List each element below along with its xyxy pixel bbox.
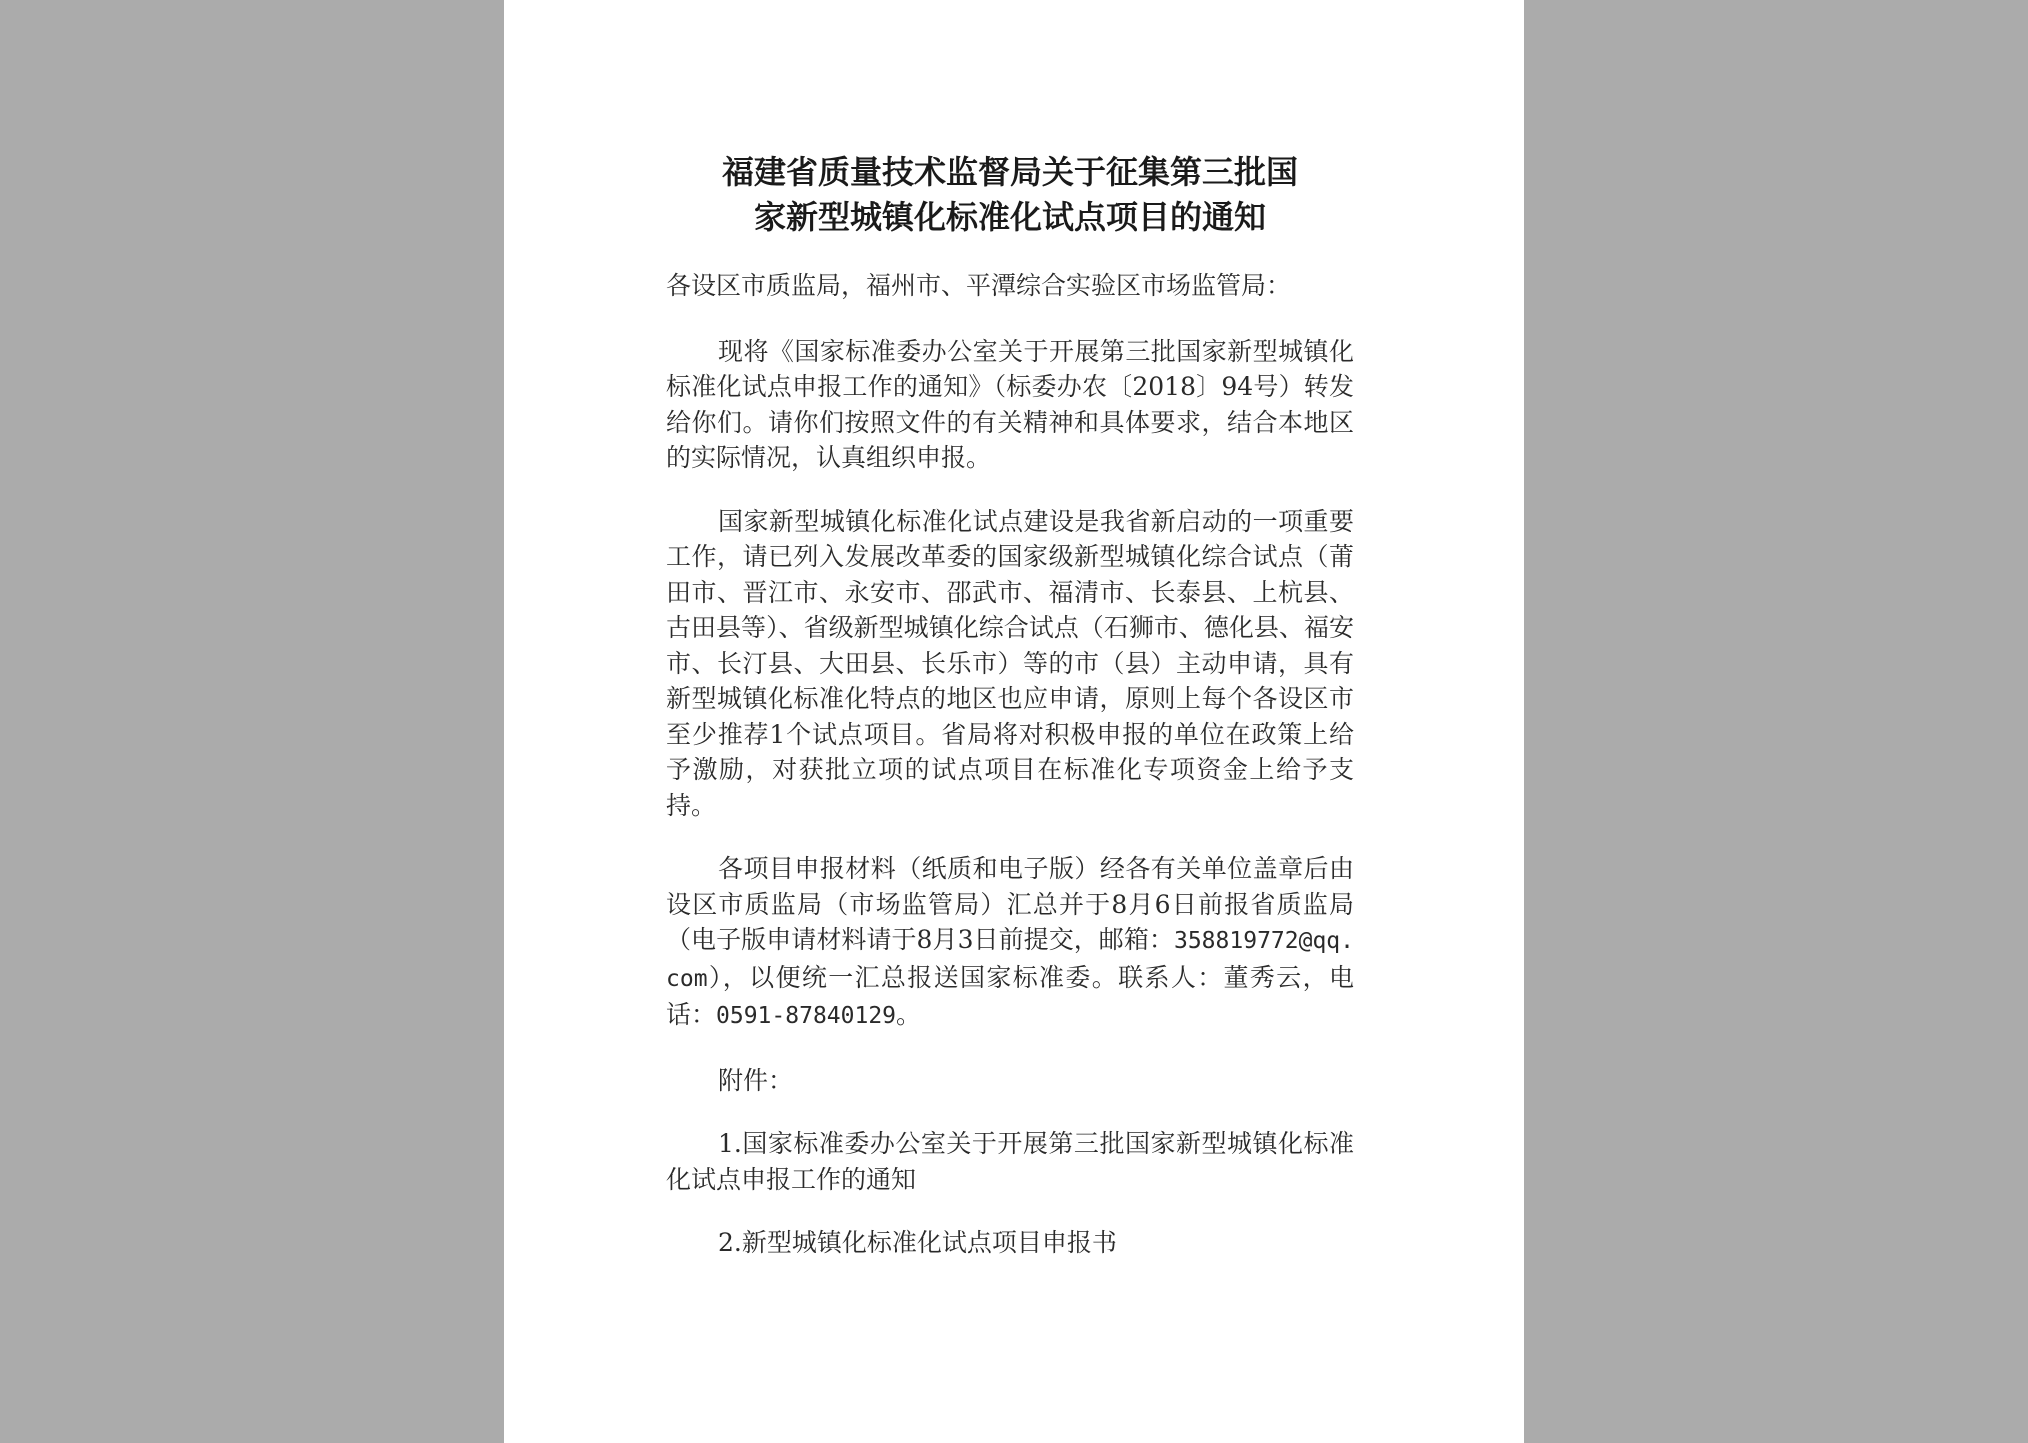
submission-end: 。 [896, 1000, 922, 1029]
attachment-item-2: 2.新型城镇化标准化试点项目申报书 [718, 1228, 1117, 1257]
attachment-item-1: 1.国家标准委办公室关于开展第三批国家新型城镇化标准化试点申报工作的通知 [666, 1129, 1354, 1194]
attachments-label: 附件： [718, 1065, 794, 1095]
salutation: 各设区市质监局，福州市、平潭综合实验区市场监管局： [666, 271, 1292, 300]
contact-phone: 0591-87840129 [716, 1003, 897, 1029]
paragraph-submission-details [666, 851, 1354, 1035]
paragraph-pilot-requirements: 国家新型城镇化标准化试点建设是我省新启动的一项重要工作，请已列入发展改革委的国家级新型城镇化综合试点（莆田市、晋江市、永安市、邵武市、福清市、长泰县、上杭县、古田县等）、省级新型城镇化综合试点（石狮市、德化县、福安市、长汀县、大田县、长乐市）等的市（县）主动申请，具有新型城镇化标准化特点的地区也应申请，原则上每个各设区市至少推荐1个试点项目。省局将对积极申报的单位在政策上给予激励，对获批立项的试点项目在标准化专项资金上给予支持。 [666, 506, 1354, 820]
title-line-1: 福建省质量技术监督局关于征集第三批国 [721, 153, 1298, 191]
contact-email: 358819772@qq.com [666, 928, 1354, 992]
document-content [666, 150, 1354, 1289]
title-line-2: 家新型城镇化标准化试点项目的通知 [753, 198, 1266, 236]
submission-contact-text: ），以便统一汇总报送国家标准委。联系人：董秀云，电话： [666, 962, 1354, 1029]
submission-text: 各项目申报材料（纸质和电子版）经各有关单位盖章后由设区市质监局（市场监管局）汇总并于8月6日前报省质监局（电子版申请材料请于8月3日前提交，邮箱： [666, 854, 1354, 954]
document-page [504, 0, 1524, 1443]
paragraph-forwarding-notice: 现将《国家标准委办公室关于开展第三批国家新型城镇化标准化试点申报工作的通知》（标委办农〔2018〕94号）转发给你们。请你们按照文件的有关精神和具体要求，结合本地区的实际情况，认真组织申报。 [666, 336, 1354, 472]
document-title [666, 150, 1354, 240]
